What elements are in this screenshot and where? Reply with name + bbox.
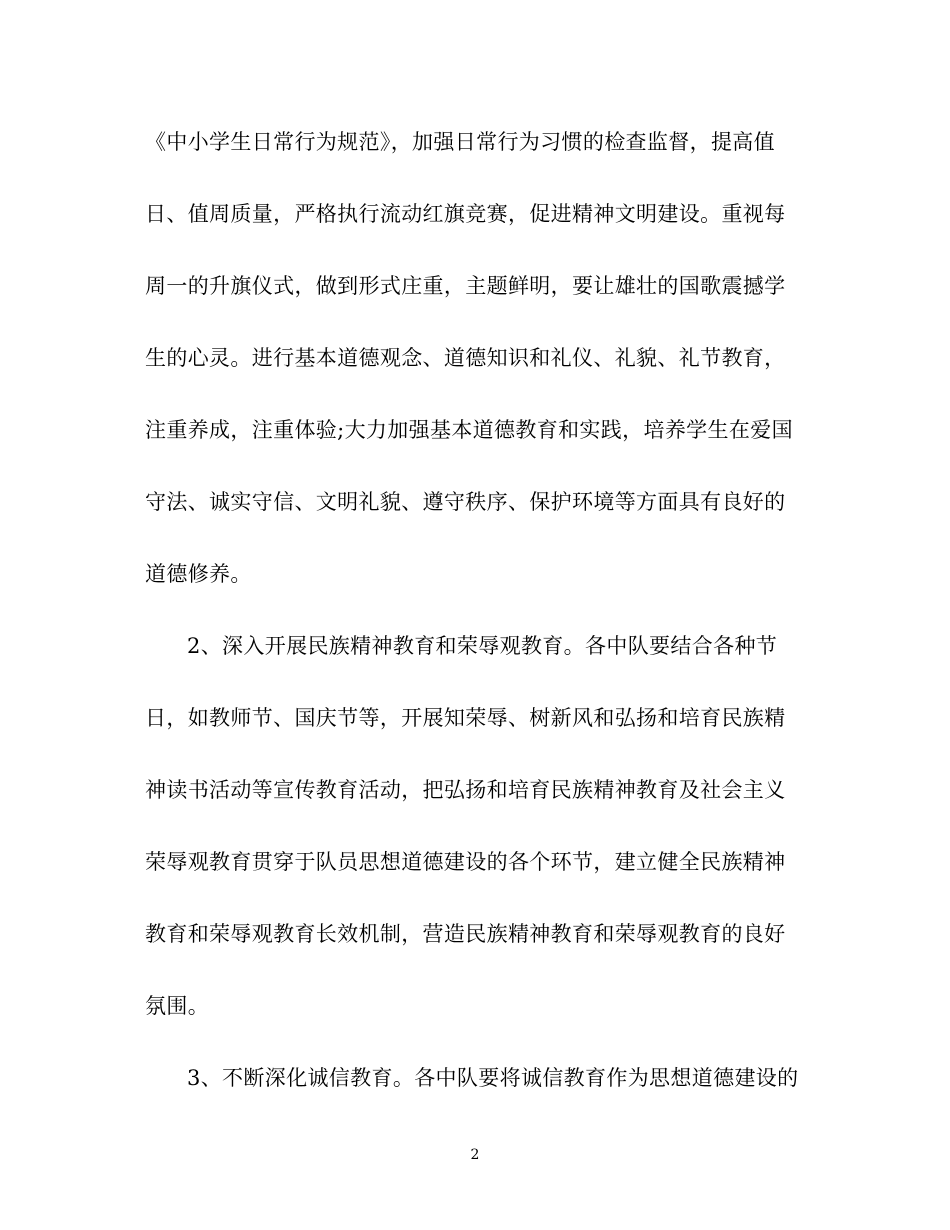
text-line: 周一的升旗仪式，做到形式庄重，主题鲜明，要让雄壮的国歌震撼学: [145, 274, 786, 298]
text-line: 守法、诚实守信、文明礼貌、遵守秩序、保护环境等方面具有良好的: [145, 490, 786, 514]
text-line: 道德修养。: [145, 562, 252, 586]
text-line: 生的心灵。进行基本道德观念、道德知识和礼仪、礼貌、礼节教育，: [145, 346, 786, 370]
text-line: 荣辱观教育贯穿于队员思想道德建设的各个环节，建立健全民族精神: [145, 850, 786, 874]
text-line: 日、值周质量，严格执行流动红旗竞赛，促进精神文明建设。重视每: [145, 202, 786, 226]
paragraph-start-line: 2、深入开展民族精神教育和荣辱观教育。各中队要结合各种节: [187, 634, 778, 658]
paragraph-start-line: 3、不断深化诚信教育。各中队要将诚信教育作为思想道德建设的: [187, 1066, 799, 1090]
text-line: 日，如教师节、国庆节等，开展知荣辱、树新风和弘扬和培育民族精: [145, 706, 786, 730]
text-line: 《中小学生日常行为规范》，加强日常行为习惯的检查监督，提高值: [145, 130, 775, 154]
text-line: 氛围。: [145, 994, 210, 1018]
text-line: 教育和荣辱观教育长效机制，营造民族精神教育和荣辱观教育的良好: [145, 922, 786, 946]
text-line: 神读书活动等宣传教育活动，把弘扬和培育民族精神教育及社会主义: [145, 778, 786, 802]
page-number: 2: [470, 1147, 480, 1163]
text-line: 注重养成，注重体验;大力加强基本道德教育和实践，培养学生在爱国: [145, 418, 793, 442]
